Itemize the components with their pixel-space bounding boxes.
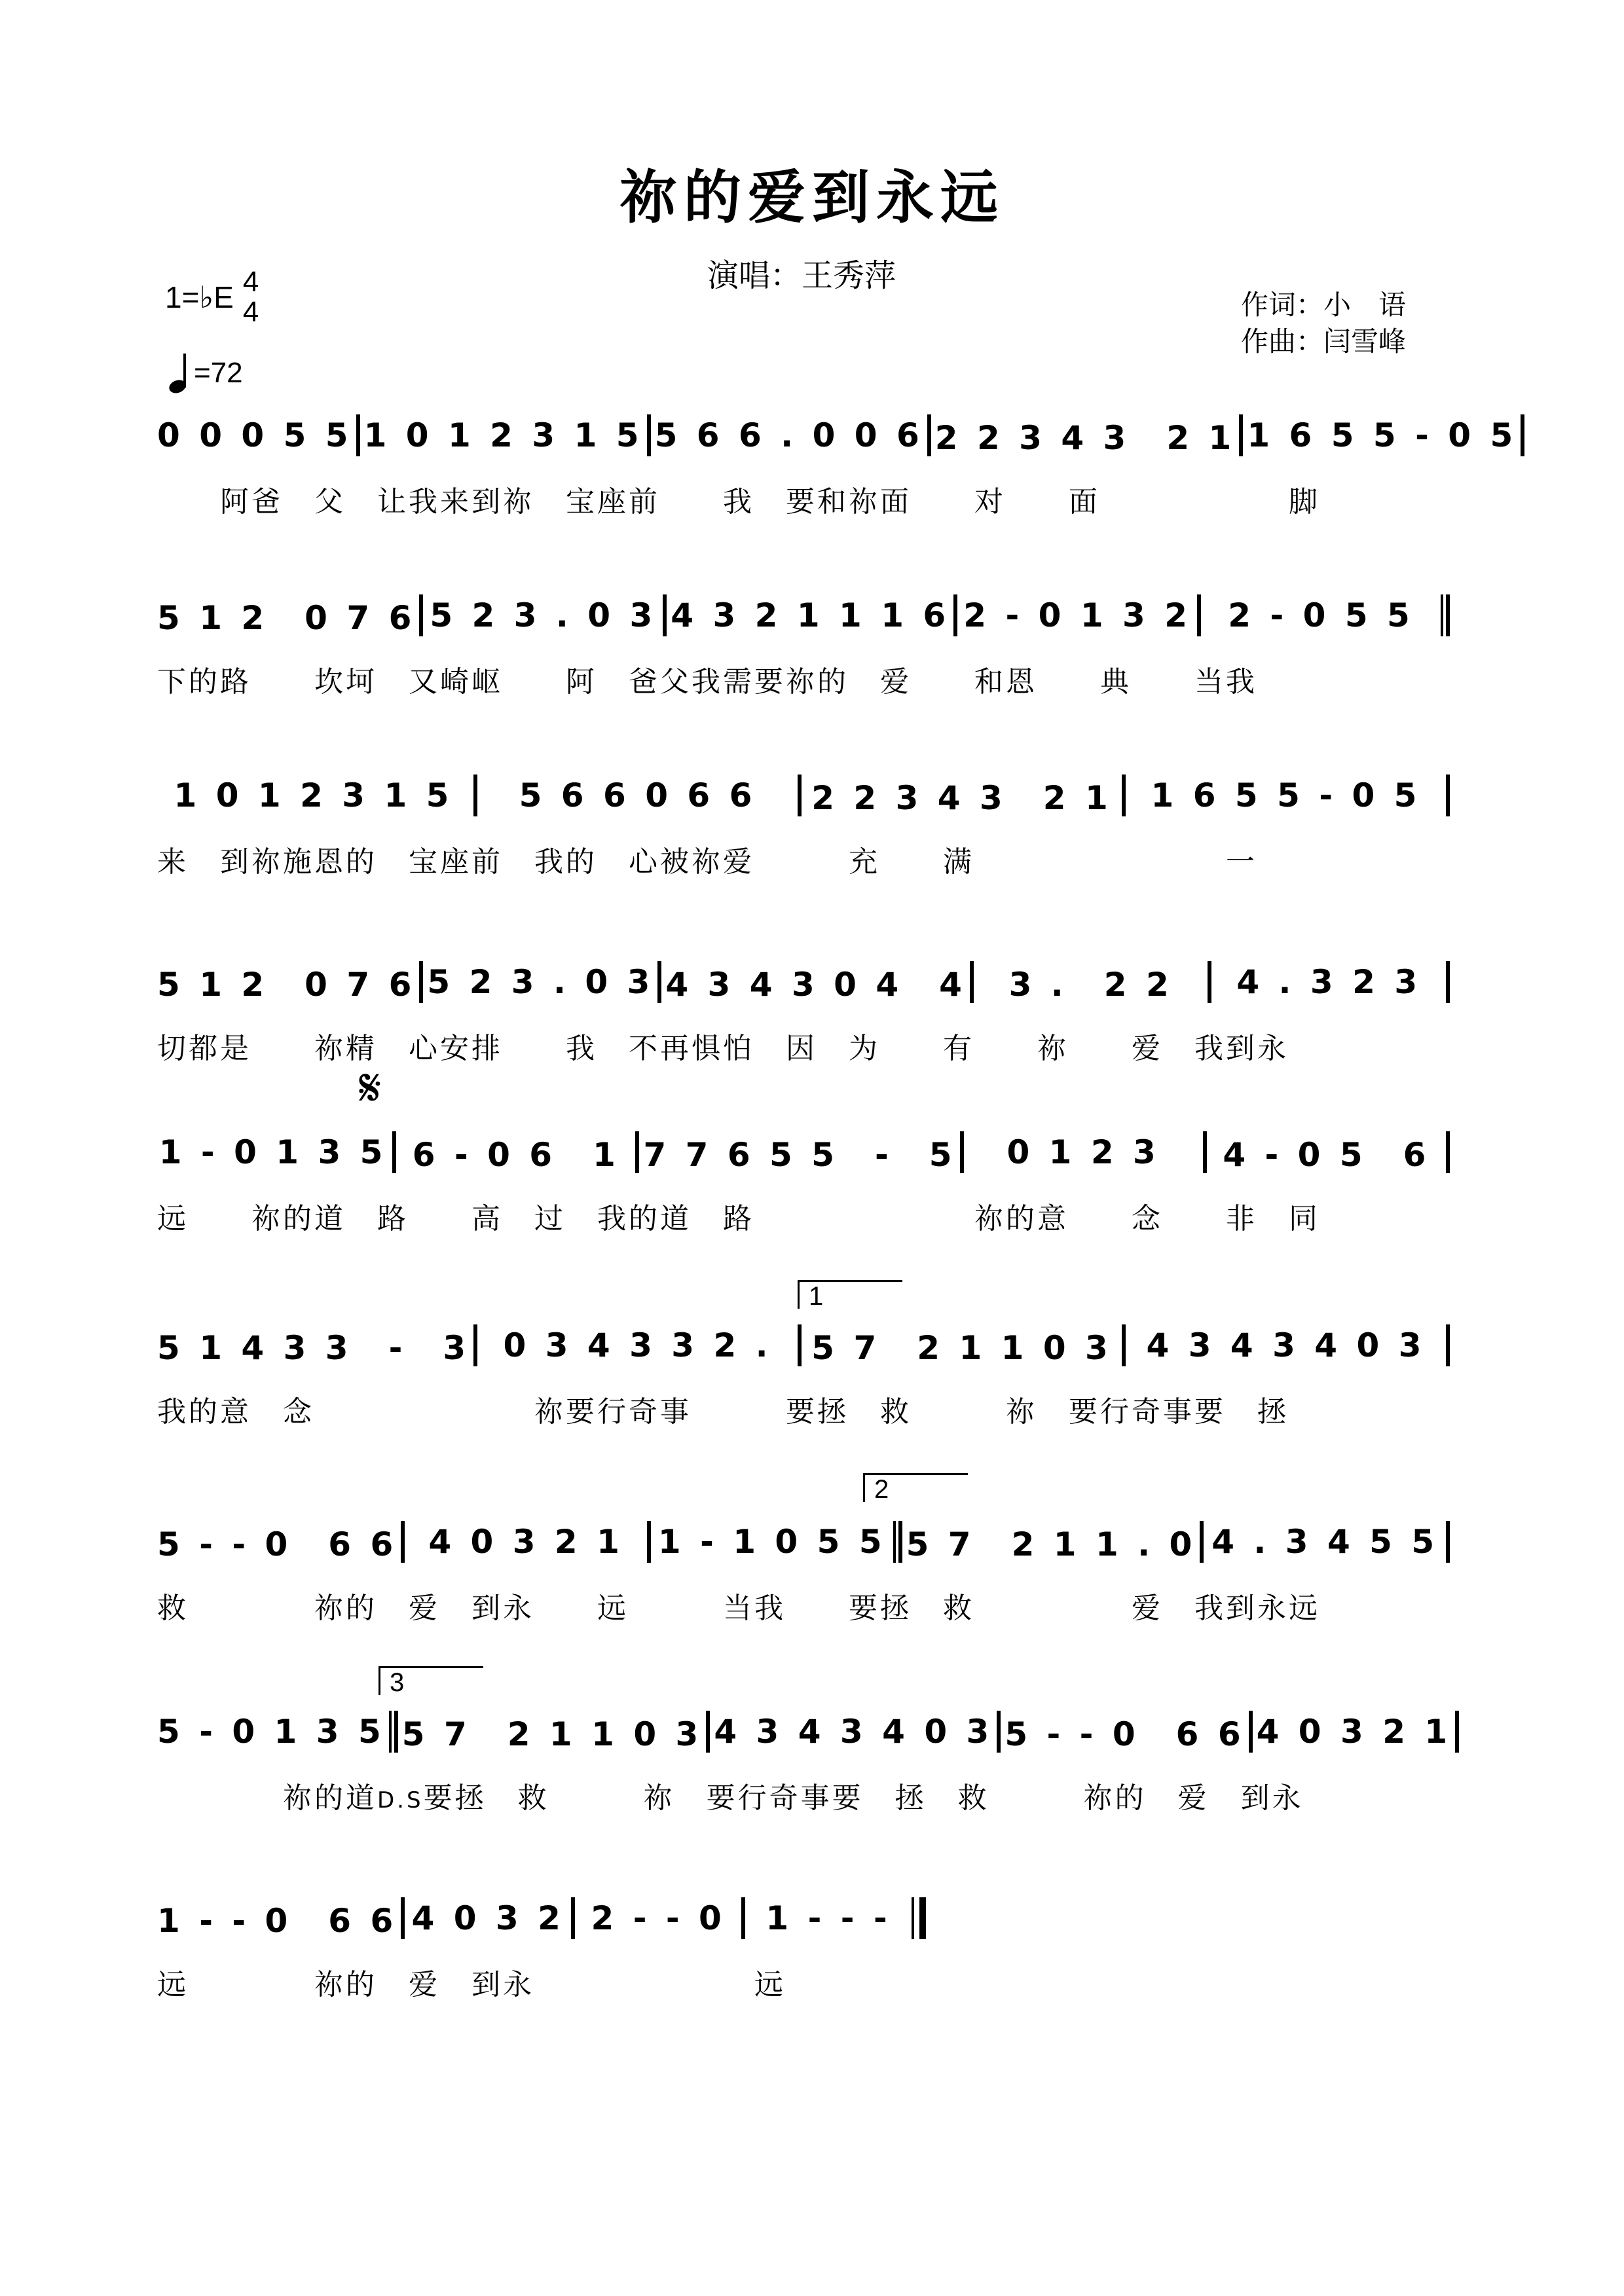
- bar-line: [392, 1131, 396, 1173]
- measure: 5 1 2 0 7 6: [157, 599, 416, 637]
- notation-line: [157, 592, 1454, 638]
- measure: 4 3 4 3 4 0 3: [714, 1713, 993, 1751]
- bar-line: [657, 961, 661, 1003]
- final-bar: [912, 1897, 926, 1939]
- bar-line: [635, 1131, 639, 1173]
- notation-line: [157, 773, 1454, 818]
- bar-line: [1521, 414, 1524, 456]
- segno-sign: 𝄋: [359, 1057, 382, 1118]
- lyrics-segment: 祢的道: [157, 1781, 377, 1815]
- bar-line: [1455, 1711, 1459, 1753]
- measure: 2 2 3 4 3 2 1: [811, 779, 1112, 817]
- bar-line: [1446, 1324, 1450, 1366]
- measure: 2 - 0 5 5: [1228, 596, 1414, 634]
- measure: 1 - - -: [766, 1899, 891, 1937]
- song-title: 祢的爱到永远: [619, 164, 1005, 231]
- bar-line: [1446, 961, 1450, 1003]
- bar-line: [1446, 774, 1450, 816]
- measure: 1 6 5 5 - 0 5: [1247, 416, 1517, 454]
- measure: 1 0 1 2 3 1 5: [174, 776, 453, 814]
- bar-line: [401, 1897, 405, 1939]
- time-signature-top: 4: [242, 266, 259, 298]
- measure: 5 1 2 0 7 6: [157, 966, 416, 1004]
- bar-line: [970, 961, 974, 1003]
- measure: 1 - - 0 6 6: [157, 1902, 397, 1940]
- measure: 4 0 3 2 1: [428, 1523, 623, 1561]
- measure: 4 0 3 2 1: [1256, 1713, 1452, 1751]
- measure: 0 0 0 5 5: [157, 416, 352, 454]
- lyrics-line: 阿爸 父 让我来到祢 宝座前 我 要和祢面 对 面 脚: [157, 485, 1320, 519]
- key-label: 1=♭E: [165, 280, 234, 314]
- lyrics-line: 来 到祢施恩的 宝座前 我的 心被祢爱 充 满 一: [157, 845, 1257, 879]
- bar-line: [571, 1897, 575, 1939]
- measure: 4 3 2 1 1 1 6: [671, 596, 950, 634]
- measure: 5 7 2 1 1 0 3: [811, 1329, 1112, 1367]
- notation-line: [157, 1322, 1454, 1368]
- composer-credit: 作曲：闫雪峰: [1241, 325, 1407, 357]
- measure: 4 0 3 2: [411, 1899, 564, 1937]
- ds-marker: D.S: [377, 1787, 424, 1813]
- lyrics-line: 下的路 坎坷 又崎岖 阿 爸父我需要祢的 爱 和恩 典 当我: [157, 665, 1257, 699]
- singer-credit: 演唱：王秀萍: [707, 257, 896, 294]
- bar-line: [1208, 961, 1211, 1003]
- volta-2: 2: [863, 1473, 968, 1502]
- measure: 3 . 2 2: [1008, 966, 1173, 1004]
- measure: 6 - 0 6 1: [412, 1136, 619, 1174]
- measure: 5 1 4 3 3 - 3: [157, 1329, 470, 1367]
- measure: 4 3 4 3 4 0 3: [1146, 1326, 1426, 1364]
- bar-line: [419, 961, 423, 1003]
- lyrics-line: 远 祢的 爱 到永 远: [157, 1968, 786, 2001]
- bar-line: [1203, 1131, 1207, 1173]
- measure: 1 - 1 0 5 5: [657, 1523, 886, 1561]
- bar-line: [356, 414, 360, 456]
- lyrics-line: 远 祢的道 路 高 过 我的道 路 祢的意 念 非 同: [157, 1202, 1320, 1235]
- measure: 1 - 0 1 3 5: [158, 1133, 387, 1171]
- time-signature-bottom: 4: [242, 296, 259, 328]
- volta-1: 1: [798, 1280, 902, 1309]
- lyrics-line: 切都是 祢精 心安排 我 不再惧怕 因 为 有 祢 爱 我到永: [157, 1032, 1289, 1065]
- notation-line: [157, 1129, 1454, 1175]
- tempo-marking: [169, 354, 243, 393]
- notation-line: [157, 959, 1454, 1005]
- measure: 2 2 3 4 3 2 1: [934, 419, 1236, 457]
- bar-line: [647, 1521, 651, 1563]
- bar-line: [1122, 774, 1126, 816]
- measure: 0 1 2 3: [1006, 1133, 1160, 1171]
- bar-line: [927, 414, 931, 456]
- measure: 4 . 3 2 3: [1236, 963, 1422, 1001]
- lyricist-credit: 作词：小 语: [1241, 289, 1407, 321]
- credits-block: [1241, 287, 1406, 360]
- measure: 2 - 0 1 3 2: [963, 596, 1192, 634]
- measure: 2 - - 0: [591, 1899, 726, 1937]
- notation-line: [157, 1709, 1454, 1755]
- bar-line: [798, 1324, 802, 1366]
- time-signature: [243, 267, 259, 327]
- bar-line: [997, 1711, 1001, 1753]
- repeat-end-bar: [893, 1521, 902, 1563]
- measure: 4 3 4 3 0 4 4: [665, 966, 966, 1004]
- bar-line: [419, 594, 423, 636]
- measure: 5 7 2 1 1 0 3: [401, 1715, 703, 1753]
- bar-line: [473, 774, 477, 816]
- bar-line: [1200, 1521, 1204, 1563]
- bar-line: [1197, 594, 1201, 636]
- measure: 5 6 6 . 0 0 6: [654, 416, 923, 454]
- measure: 5 2 3 . 0 3: [430, 596, 657, 634]
- notation-line: [157, 1895, 930, 1941]
- measure: 1 6 5 5 - 0 5: [1151, 776, 1421, 814]
- repeat-end-bar: [389, 1711, 398, 1753]
- measure: 5 - 0 1 3 5: [157, 1713, 385, 1751]
- bar-line: [1249, 1711, 1253, 1753]
- measure: 4 - 0 5 6: [1223, 1136, 1430, 1174]
- lyrics-line: 我的意 念 祢要行奇事 要拯 救 祢 要行奇事要 拯: [157, 1395, 1289, 1429]
- lyrics-segment: 要拯 救 祢 要行奇事要 拯 救 祢的 爱 到永: [423, 1781, 1304, 1815]
- lyrics-line: [157, 1774, 1454, 1816]
- measure: 7 7 6 5 5 - 5: [643, 1136, 956, 1174]
- measure: 5 7 2 1 1 . 0: [906, 1525, 1196, 1563]
- measure: 5 - - 0 6 6: [1005, 1715, 1245, 1753]
- bar-line: [1122, 1324, 1126, 1366]
- notation-line: [157, 1519, 1454, 1565]
- notation-line: [157, 412, 1517, 458]
- bar-line: [798, 774, 802, 816]
- bar-line: [960, 1131, 964, 1173]
- bar-line: [647, 414, 651, 456]
- measure: 1 0 1 2 3 1 5: [363, 416, 643, 454]
- bar-line: [706, 1711, 710, 1753]
- bar-line: [663, 594, 667, 636]
- measure: 5 2 3 . 0 3: [427, 963, 654, 1001]
- quarter-note-icon: [169, 354, 190, 393]
- measure: 4 . 3 4 5 5: [1211, 1523, 1439, 1561]
- measure: 5 6 6 0 6 6: [519, 776, 756, 814]
- measure: 0 3 4 3 3 2 .: [503, 1326, 772, 1364]
- bar-line: [401, 1521, 405, 1563]
- repeat-start-bar: [1441, 594, 1450, 636]
- bar-line: [473, 1324, 477, 1366]
- lyrics-line: 救 祢的 爱 到永 远 当我 要拯 救 爱 我到永远: [157, 1592, 1320, 1625]
- volta-3: 3: [378, 1666, 483, 1695]
- tempo-value: =72: [194, 357, 243, 389]
- bar-line: [953, 594, 957, 636]
- key-signature: [165, 267, 259, 327]
- bar-line: [1446, 1131, 1450, 1173]
- bar-line: [1239, 414, 1243, 456]
- bar-line: [1446, 1521, 1450, 1563]
- bar-line: [741, 1897, 745, 1939]
- measure: 5 - - 0 6 6: [157, 1525, 397, 1563]
